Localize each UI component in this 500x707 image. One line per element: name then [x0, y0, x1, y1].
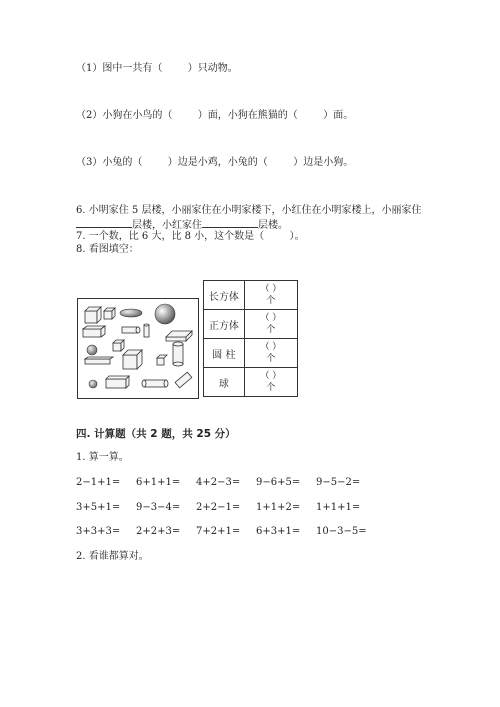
answer-cell[interactable] — [244, 310, 297, 339]
shapes-figure — [77, 298, 199, 399]
calc-item: 2−1+1= — [76, 477, 121, 488]
cube-shape — [157, 355, 167, 365]
shape-name: 圆 柱 — [204, 339, 245, 368]
cuboid-shape — [83, 326, 105, 337]
answer-cell[interactable] — [244, 281, 297, 310]
question-7: 7. 一个数，比 6 大，比 8 小，这个数是（ ）。 — [76, 231, 305, 242]
table-row — [204, 368, 298, 397]
calc-item: 4+2−3= — [196, 477, 241, 488]
solid-shapes-illustration — [78, 299, 198, 398]
cuboid-shape — [85, 357, 113, 364]
question-1: （1）图中一共有（ ）只动物。 — [76, 63, 238, 74]
calc-item: 3+3+3= — [76, 526, 121, 537]
shape-name: 正方体 — [204, 310, 245, 339]
section-4-title: 四. 计算题（共 2 题，共 25 分） — [76, 428, 236, 440]
table-row — [204, 339, 298, 368]
answer-paren: （ ） — [260, 313, 282, 323]
calc-item: 10−3−5= — [316, 526, 367, 537]
answer-paren: （ ） — [260, 371, 282, 381]
calc-item: 9−6+5= — [256, 477, 301, 488]
calc-item: 9−3−4= — [136, 502, 181, 513]
question-6-text: 层楼，小红家住 — [132, 220, 202, 231]
question-2: （2）小狗在小鸟的（ ）面，小狗在熊猫的（ ）面。 — [76, 110, 354, 121]
shape-name: 球 — [204, 368, 245, 397]
calc-item: 9−5−2= — [316, 477, 361, 488]
cube-shape — [113, 340, 124, 351]
calc-sub-2: 2. 看谁都算对。 — [76, 551, 149, 562]
shape-count-table — [203, 280, 298, 397]
calc-item: 3+5+1= — [76, 502, 121, 513]
unit-label: 个 — [266, 383, 276, 393]
calc-item: 2+2+3= — [136, 526, 181, 537]
answer-cell[interactable] — [244, 339, 297, 368]
table-row — [204, 310, 298, 339]
question-8: 8. 看图填空： — [76, 244, 139, 255]
cube-shape — [104, 308, 115, 319]
question-6-line-a: 6. 小明家住 5 层楼，小丽家住在小明家楼下，小红住在小明家楼上，小丽家住 — [76, 205, 422, 216]
ball-shape — [89, 380, 97, 388]
question-6-text: 层楼。 — [258, 220, 288, 231]
answer-paren: （ ） — [260, 284, 282, 294]
table-row — [204, 281, 298, 310]
unit-label: 个 — [266, 354, 276, 364]
calc-item: 6+1+1= — [136, 477, 181, 488]
cylinder-shape — [142, 380, 168, 387]
cuboid-shape — [106, 376, 129, 388]
shape-name: 长方体 — [204, 281, 245, 310]
calc-item: 1+1+1= — [316, 502, 361, 513]
calc-item: 1+1+2= — [256, 502, 301, 513]
question-6-line-b — [76, 218, 288, 232]
ball-shape — [120, 309, 142, 317]
cube-shape — [85, 307, 101, 323]
calc-sub-1: 1. 算一算。 — [76, 452, 129, 463]
ball-shape — [87, 345, 97, 355]
cuboid-shape — [166, 331, 192, 341]
cylinder-shape — [173, 342, 183, 366]
calc-item: 7+2+1= — [196, 526, 241, 537]
cylinder-shape — [122, 327, 140, 333]
calc-item: 6+3+1= — [256, 526, 301, 537]
calc-item: 2+2−1= — [196, 502, 241, 513]
answer-paren: （ ） — [260, 342, 282, 352]
cube-shape — [123, 350, 142, 369]
cuboid-shape — [175, 372, 192, 388]
question-3: （3）小兔的（ ）边是小鸡，小兔的（ ）边是小狗。 — [76, 157, 354, 168]
answer-blank[interactable] — [202, 218, 258, 228]
cylinder-shape — [144, 324, 149, 337]
unit-label: 个 — [266, 325, 276, 335]
unit-label: 个 — [266, 296, 276, 306]
answer-blank[interactable] — [76, 218, 132, 228]
answer-cell[interactable] — [244, 368, 297, 397]
ball-shape — [155, 304, 175, 324]
